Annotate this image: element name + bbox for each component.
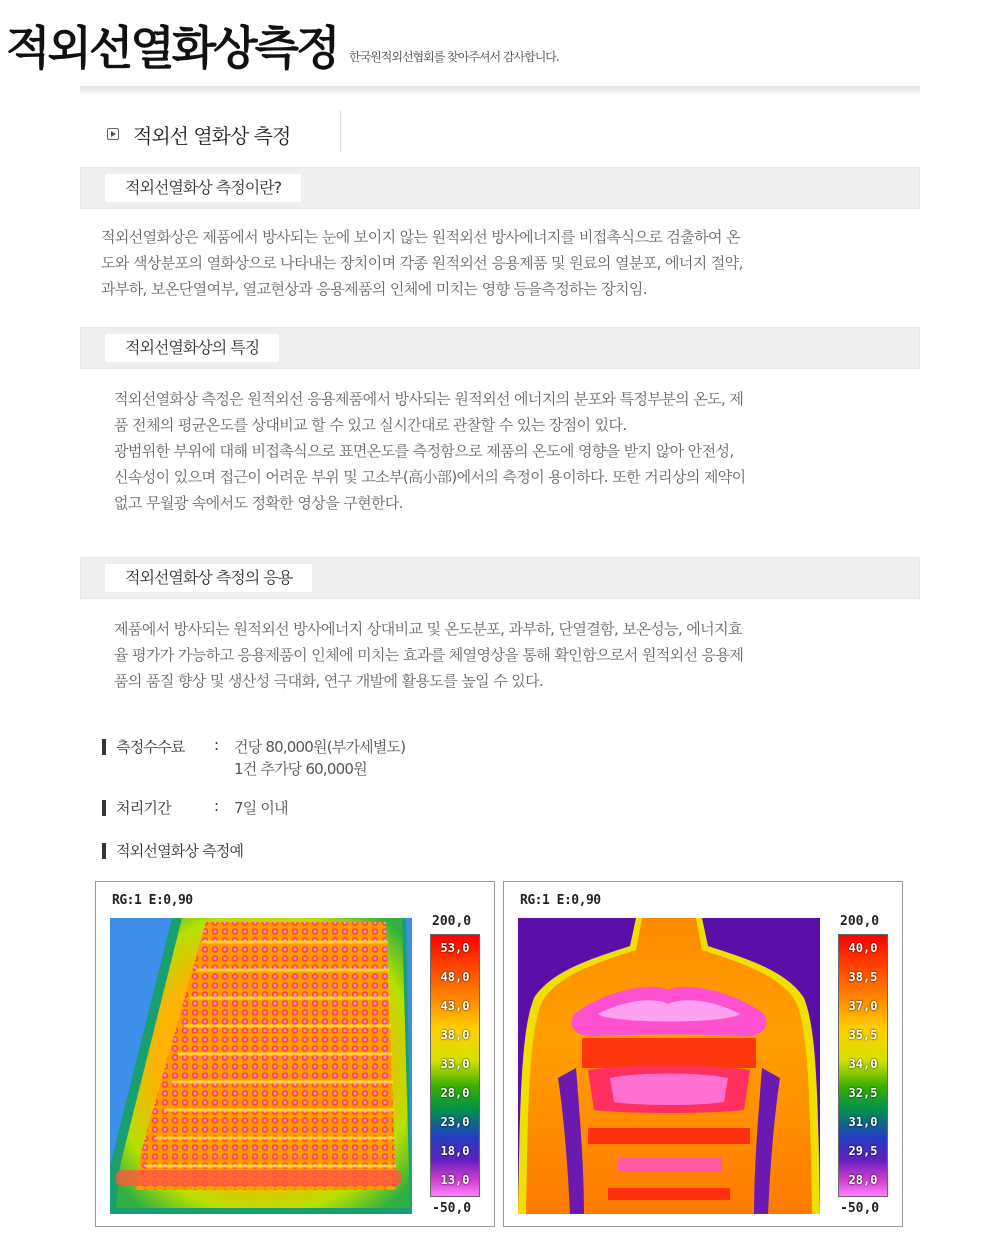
section-label: 적외선열화상 측정의 응용 <box>105 564 312 592</box>
example-label: 적외선열화상 측정예 <box>116 842 244 860</box>
scale-tick: 40,0 <box>848 941 878 955</box>
period-label: 처리기간 <box>116 799 171 817</box>
scale-tick: 48,0 <box>440 970 470 984</box>
section-body-definition <box>101 224 901 302</box>
scale-tick: 37,0 <box>848 999 878 1013</box>
thermal-image-mat <box>95 881 495 1227</box>
scale-max: 200,0 <box>432 914 472 929</box>
thermal-picture-mat <box>110 918 412 1214</box>
fee-value: 1건 추가당 60,000원 <box>234 760 367 778</box>
scale-tick: 29,5 <box>848 1144 878 1158</box>
scale-tick: 31,0 <box>848 1115 878 1129</box>
color-scale-bar <box>430 934 480 1197</box>
thermal-image-body <box>503 881 903 1227</box>
bullet-marker <box>102 800 106 816</box>
section-header-features <box>80 327 920 369</box>
paragraph-line: 과부하, 보온단열여부, 열교현상과 응용제품의 인체에 미치는 영향 등을측정하는 장치임. <box>101 280 647 298</box>
bullet-marker <box>102 739 106 755</box>
scale-tick: 38,5 <box>848 970 878 984</box>
paragraph-line: 도와 색상분포의 열화상으로 나타내는 장치이며 각종 원적외선 응용제품 및 원료의 열분포, 에너지 절약, <box>101 254 743 272</box>
scale-tick: 13,0 <box>440 1173 470 1187</box>
header-divider <box>80 86 920 96</box>
paragraph-line: 없고 무월광 속에서도 정확한 영상을 구현한다. <box>114 494 403 512</box>
period-value: 7일 이내 <box>234 799 288 817</box>
scale-tick: 28,0 <box>848 1173 878 1187</box>
fee-label: 측정수수료 <box>116 738 185 756</box>
scale-max: 200,0 <box>840 914 880 929</box>
scale-tick: 18,0 <box>440 1144 470 1158</box>
fee-row <box>102 736 405 780</box>
scale-tick: 33,0 <box>440 1057 470 1071</box>
scale-tick: 32,5 <box>848 1086 878 1100</box>
page-title-text: 적외선 열화상 측정 <box>133 123 291 148</box>
scale-tick: 53,0 <box>440 941 470 955</box>
thermal-header: RG:1 E:0,90 <box>112 893 193 908</box>
paragraph-line: 광범위한 부위에 대해 비접촉식으로 표면온도를 측정함으로 제품의 온도에 영향을 받지 않아 안전성, <box>114 442 734 460</box>
section-label: 적외선열화상의 특징 <box>105 334 279 362</box>
scale-tick: 28,0 <box>440 1086 470 1100</box>
section-header-applications <box>80 557 920 599</box>
fee-values <box>234 736 405 780</box>
scale-tick: 43,0 <box>440 999 470 1013</box>
section-body-features <box>114 386 904 516</box>
example-row <box>102 840 243 861</box>
paragraph-line: 품 전체의 평균온도를 상대비교 할 수 있고 실시간대로 관찰할 수 있는 장점이 있다. <box>114 416 627 434</box>
play-icon <box>107 128 119 140</box>
scale-min: -50,0 <box>432 1201 472 1216</box>
paragraph-line: 신속성이 있으며 접근이 어려운 부위 및 고소부(高小部)에서의 측정이 용이하다. 또한 거리상의 제약이 <box>114 468 746 486</box>
page-title <box>107 118 290 150</box>
paragraph-line: 율 평가가 가능하고 응용제품이 인체에 미치는 효과를 체열영상을 통해 확인함으로서 원적외선 응용제 <box>114 646 744 664</box>
scale-tick: 34,0 <box>848 1057 878 1071</box>
scale-tick: 35,5 <box>848 1028 878 1042</box>
scale-tick: 38,0 <box>440 1028 470 1042</box>
colon: : <box>214 736 219 754</box>
scale-min: -50,0 <box>840 1201 880 1216</box>
header-title: 적외선열화상측정 <box>6 21 338 75</box>
color-scale-bar <box>838 934 888 1197</box>
page-header <box>0 0 1000 100</box>
paragraph-line: 제품에서 방사되는 원적외선 방사에너지 상대비교 및 온도분포, 과부하, 단열결함, 보온성능, 에너지효 <box>114 620 742 638</box>
bullet-marker <box>102 843 106 859</box>
section-header-definition <box>80 167 920 209</box>
paragraph-line: 적외선열화상 측정은 원적외선 응용제품에서 방사되는 원적외선 에너지의 분포와 특정부분의 온도, 제 <box>114 390 744 408</box>
section-body-applications <box>114 616 904 694</box>
period-row <box>102 797 288 819</box>
thermal-header: RG:1 E:0,90 <box>520 893 601 908</box>
period-values <box>234 797 288 819</box>
header-subtitle: 한국원적외선협회를 찾아주셔서 감사합니다. <box>349 50 559 64</box>
paragraph-line: 품의 품질 향상 및 생산성 극대화, 연구 개발에 활용도를 높일 수 있다. <box>114 672 544 690</box>
paragraph-line: 적외선열화상은 제품에서 방사되는 눈에 보이지 않는 원적외선 방사에너지를 비접촉식으로 검출하여 온 <box>101 228 740 246</box>
title-divider <box>340 110 341 152</box>
thermal-picture-body <box>518 918 820 1214</box>
colon: : <box>214 797 219 815</box>
section-label: 적외선열화상 측정이란? <box>105 174 301 202</box>
fee-value: 건당 80,000원(부가세별도) <box>234 738 406 756</box>
scale-tick: 23,0 <box>440 1115 470 1129</box>
